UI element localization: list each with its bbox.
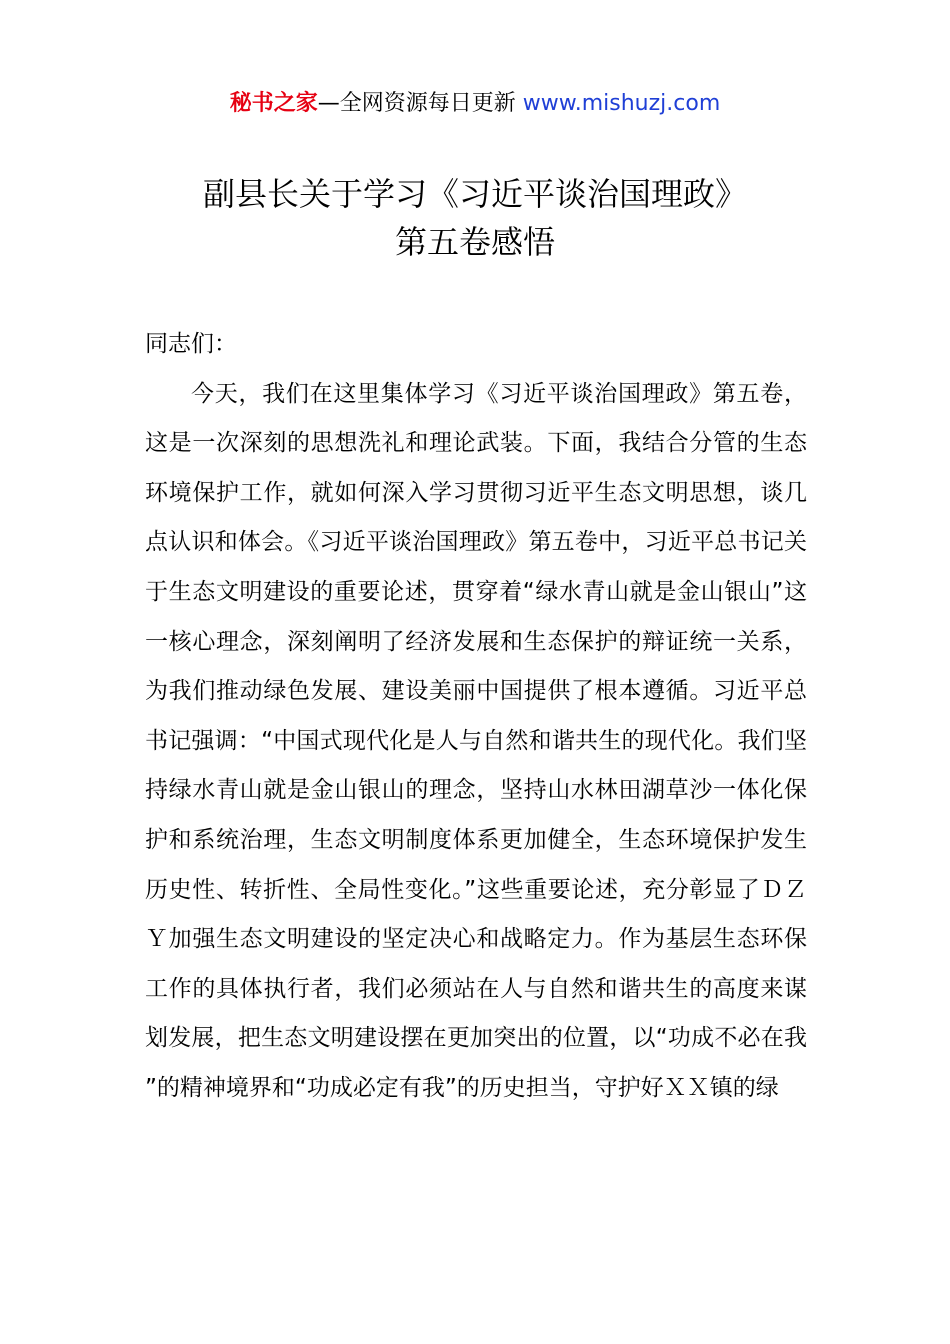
document-body [145,320,807,1114]
body-paragraph: 今天，我们在这里集体学习《习近平谈治国理政》第五卷，这是一次深刻的思想洗礼和理论武装。下面，我结合分管的生态环境保护工作，就如何深入学习贯彻习近平生态文明思想，谈几点认识和体会。《习近平谈治国理政》第五卷中，习近平总书记关于生态文明建设的重要论述，贯穿着“绿水青山就是金山银山”这一核心理念，深刻阐明了经济发展和生态保护的辩证统一关系，为我们推动绿色发展、建设美丽中国提供了根本遵循。习近平总书记强调：“中国式现代化是人与自然和谐共生的现代化。我们坚持绿水青山就是金山银山的理念，坚持山水林田湖草沙一体化保护和系统治理，生态文明制度体系更加健全，生态环境保护发生历史性、转折性、全局性变化。”这些重要论述，充分彰显了ＤＺＹ加强生态文明建设的坚定决心和战略定力。作为基层生态环保工作的具体执行者，我们必须站在人与自然和谐共生的高度来谋划发展，把生态文明建设摆在更加突出的位置，以“功成不必在我”的精神境界和“功成必定有我”的历史担当，守护好ＸＸ镇的绿 [145,380,807,1101]
header-tagline: —全网资源每日更新 [317,91,523,116]
title-line-1: 副县长关于学习《习近平谈治国理政》 [202,175,747,213]
brand-name: 秘书之家 [229,91,318,116]
site-header [0,88,950,120]
document-title [0,170,950,266]
salutation: 同志们： [145,331,237,357]
title-line-2: 第五卷感悟 [394,223,555,261]
site-url[interactable]: www.mishuzj.com [522,91,721,116]
